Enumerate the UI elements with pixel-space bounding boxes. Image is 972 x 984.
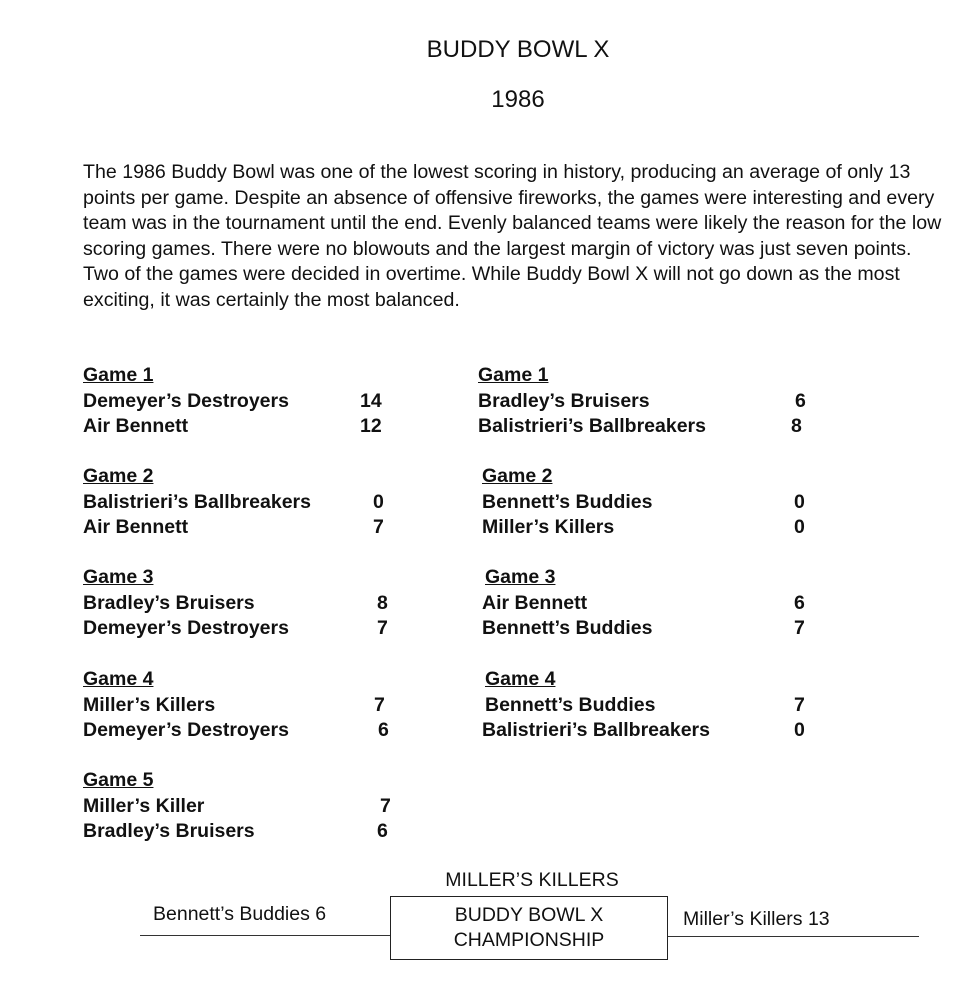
team-score: 7: [380, 794, 391, 817]
game-row: [478, 414, 802, 440]
game-row: [83, 693, 385, 719]
team-name: Balistrieri’s Ballbreakers: [478, 415, 706, 438]
bracket-left-line: [140, 935, 390, 936]
team-name: Air Bennett: [83, 516, 189, 539]
team-score: 14: [360, 389, 382, 412]
team-score: 12: [360, 415, 382, 438]
game-row: [482, 616, 805, 642]
right-game-4: [482, 667, 805, 744]
game-row: [482, 490, 805, 516]
game-row: [83, 616, 388, 642]
team-score: 6: [377, 820, 388, 843]
bracket-left-entry: Bennett’s Buddies 6: [153, 903, 327, 925]
game-row: [482, 693, 805, 719]
right-game-1: [478, 363, 806, 440]
team-name: Miller’s Killers: [83, 693, 216, 716]
game-row: [83, 819, 388, 845]
right-game-3: [482, 565, 805, 642]
game-label: Game 4: [83, 668, 154, 690]
team-name: Air Bennett: [83, 415, 189, 438]
game-label: Game 1: [83, 364, 154, 386]
right-game-2: [482, 464, 805, 541]
team-name: Demeyer’s Destroyers: [83, 389, 289, 412]
team-score: 7: [374, 693, 385, 716]
left-game-2: [83, 464, 384, 541]
left-game-4: [83, 667, 389, 744]
bracket-right-line: [668, 936, 919, 937]
game-row: [83, 490, 384, 516]
game-label: Game 3: [485, 566, 556, 588]
team-name: Air Bennett: [482, 591, 588, 614]
team-name: Bennett’s Buddies: [482, 490, 653, 513]
game-row: [83, 591, 388, 617]
team-name: Demeyer’s Destroyers: [83, 617, 289, 640]
team-score: 7: [794, 693, 805, 716]
team-score: 0: [794, 516, 805, 539]
team-name: Bradley’s Bruisers: [83, 820, 255, 843]
game-row: [482, 591, 805, 617]
game-label: Game 4: [485, 668, 556, 690]
game-label: Game 3: [83, 566, 154, 588]
left-game-5: [83, 768, 391, 845]
game-label: Game 2: [482, 465, 553, 487]
team-score: 6: [794, 591, 805, 614]
team-score: 6: [378, 719, 389, 742]
championship-box: [390, 896, 668, 960]
team-name: Bennett’s Buddies: [482, 617, 653, 640]
team-score: 8: [791, 415, 802, 438]
game-label: Game 1: [478, 364, 549, 386]
page-title: BUDDY BOWL X: [426, 36, 610, 63]
game-row: [482, 718, 805, 744]
team-score: 0: [794, 490, 805, 513]
left-game-1: [83, 363, 382, 440]
game-row: [83, 389, 382, 415]
game-row: [478, 389, 806, 415]
game-row: [83, 515, 384, 541]
team-score: 8: [377, 591, 388, 614]
team-name: Bennett’s Buddies: [485, 693, 656, 716]
team-name: Miller’s Killers: [482, 516, 615, 539]
team-score: 6: [795, 389, 806, 412]
left-game-3: [83, 565, 388, 642]
intro-paragraph: The 1986 Buddy Bowl was one of the lowest scoring in history, producing an average of only 13 points per game. Despite an absence of offensive fireworks, the games were interesting and every team was in the tournament until the end. Evenly balanced teams were likely the reason for the low scoring games. There were no blowouts and the largest margin of victory was just seven points. Two of the games were decided in overtime. While Buddy Bowl X will not go down as the most exciting, it was certainly the most balanced.: [83, 161, 942, 311]
team-score: 0: [373, 490, 384, 513]
bracket-right-entry: Miller’s Killers 13: [683, 908, 830, 930]
team-name: Balistrieri’s Ballbreakers: [482, 719, 710, 742]
page-year: 1986: [491, 86, 545, 113]
team-name: Miller’s Killer: [83, 794, 205, 817]
game-label: Game 2: [83, 465, 154, 487]
game-label: Game 5: [83, 769, 154, 791]
team-score: 7: [794, 617, 805, 640]
champion-name: MILLER’S KILLERS: [445, 869, 619, 891]
championship-box-line2: CHAMPIONSHIP: [453, 929, 605, 951]
championship-box-line1: BUDDY BOWL X: [454, 904, 604, 926]
game-row: [83, 414, 382, 440]
team-score: 7: [377, 617, 388, 640]
team-name: Demeyer’s Destroyers: [83, 719, 289, 742]
game-row: [482, 515, 805, 541]
team-score: 0: [794, 719, 805, 742]
team-score: 7: [373, 516, 384, 539]
team-name: Bradley’s Bruisers: [478, 389, 650, 412]
game-row: [83, 794, 391, 820]
game-row: [83, 718, 389, 744]
team-name: Balistrieri’s Ballbreakers: [83, 490, 311, 513]
team-name: Bradley’s Bruisers: [83, 591, 255, 614]
